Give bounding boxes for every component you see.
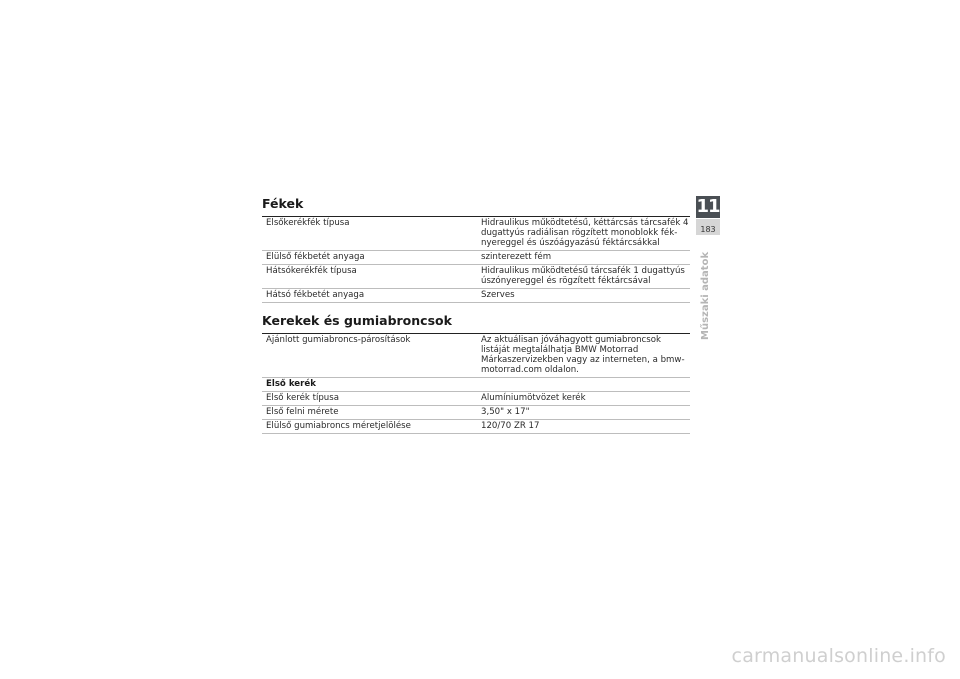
table-subheading-row (262, 378, 690, 392)
spec-value: 120/70 ZR 17 (476, 420, 690, 434)
table-row (262, 251, 690, 265)
section-title-wheels: Kerekek és gumiabroncsok (262, 313, 452, 328)
page-number-box (696, 218, 720, 235)
front-wheel-heading: Első kerék (262, 378, 690, 392)
spec-value: Az aktuálisan jóváhagyott gumiabroncsok listáját megtalálhatja BMW Motorrad Márkaszervizekben vagy az interneten, a bmw-motorrad.com oldalon. (476, 334, 690, 378)
spec-value: Hidraulikus működtetésű tárcsafék 1 dugattyús úszónyereggel és rögzített féktárcsával (476, 265, 690, 289)
table-row (262, 265, 690, 289)
spec-label: Elülső fékbetét anyaga (262, 251, 476, 265)
spec-label: Első kerék típusa (262, 392, 476, 406)
brakes-spec-table (262, 216, 690, 303)
spec-value: szinterezett fém (476, 251, 690, 265)
spec-label: Elülső gumiabroncs méretjelölése (262, 420, 476, 434)
watermark: carmanualsonline.info (731, 645, 946, 667)
table-row (262, 334, 690, 378)
chapter-number: 11 (696, 196, 720, 217)
wheels-spec-table (262, 333, 690, 434)
spec-label: Elsőkerékfék típusa (262, 217, 476, 251)
spec-value: Szerves (476, 289, 690, 303)
table-row (262, 289, 690, 303)
spec-value: Alumíniumötvözet kerék (476, 392, 690, 406)
page-content (262, 196, 690, 434)
table-row (262, 217, 690, 251)
spec-label: Hátsókerékfék típusa (262, 265, 476, 289)
section-title-brakes: Fékek (262, 196, 304, 211)
spec-label: Hátsó fékbetét anyaga (262, 289, 476, 303)
table-row (262, 392, 690, 406)
chapter-side-title: Műszaki adatok (700, 251, 711, 340)
table-row (262, 406, 690, 420)
chapter-tab (696, 196, 720, 218)
page-number: 183 (700, 225, 716, 234)
spec-label: Ajánlott gumiabroncs-párosítások (262, 334, 476, 378)
spec-value: Hidraulikus működtetésű, kéttárcsás tárcsafék 4 dugattyús radiálisan rögzített monoblokk fék-nyereggel és úszóágyazású féktárcsákkal (476, 217, 690, 251)
table-row (262, 420, 690, 434)
spec-label: Első felni mérete (262, 406, 476, 420)
spec-value: 3,50" x 17" (476, 406, 690, 420)
